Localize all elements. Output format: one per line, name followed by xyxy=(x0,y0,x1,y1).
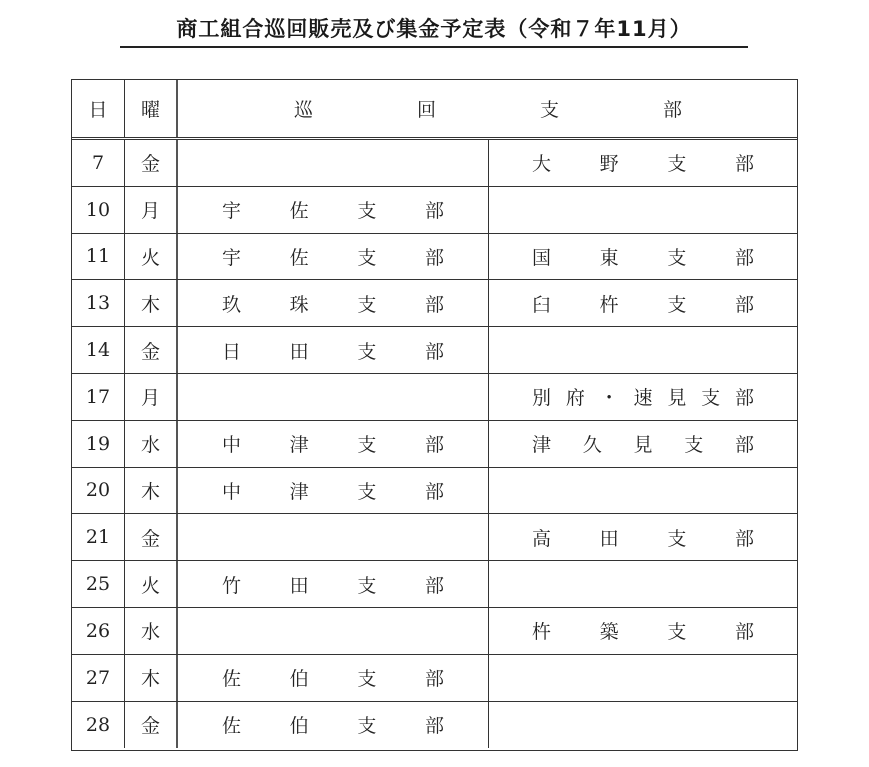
branch-name xyxy=(532,383,754,410)
branch-name-char: 東 xyxy=(599,246,619,269)
day-cell: 17 xyxy=(72,374,125,420)
branch-name-char: 府 xyxy=(565,387,585,410)
branch-cell-right xyxy=(489,234,797,280)
branch-name-char: 支 xyxy=(357,340,377,363)
branch-cell-right xyxy=(489,702,797,749)
branch-name xyxy=(222,243,444,270)
day-cell: 11 xyxy=(72,234,125,280)
table-row xyxy=(72,468,797,515)
table-row xyxy=(72,374,797,421)
branch-name-char: 中 xyxy=(222,434,242,457)
branch-name-char: 支 xyxy=(357,200,377,223)
branch-cell-left xyxy=(178,187,489,233)
day-cell: 27 xyxy=(72,655,125,701)
day-cell: 28 xyxy=(72,702,125,749)
branch-name-char: 玖 xyxy=(222,293,242,316)
branch-cell-right xyxy=(489,140,797,186)
branch-name-char: 支 xyxy=(357,434,377,457)
table-row xyxy=(72,234,797,281)
branch-name-char: 大 xyxy=(532,153,552,176)
table-row xyxy=(72,421,797,468)
branch-name-char: 津 xyxy=(289,480,309,503)
branch-name xyxy=(532,524,754,551)
branch-name-char: 別 xyxy=(532,387,552,410)
branch-name-char: 支 xyxy=(357,293,377,316)
weekday-cell: 金 xyxy=(125,702,178,749)
branch-cell-right xyxy=(489,421,797,467)
weekday-cell: 火 xyxy=(125,561,178,607)
branch-name-char: 支 xyxy=(357,246,377,269)
day-cell: 10 xyxy=(72,187,125,233)
branch-cell-left xyxy=(178,234,489,280)
table-row xyxy=(72,187,797,234)
table-row xyxy=(72,561,797,608)
branch-name-char: 佐 xyxy=(289,246,309,269)
branch-cell-left xyxy=(178,608,489,654)
branch-name-char: 支 xyxy=(357,480,377,503)
branch-name xyxy=(222,430,444,457)
branch-name xyxy=(222,337,444,364)
branch-name-char: 支 xyxy=(667,621,687,644)
document-title: 商工組合巡回販売及び集金予定表（令和７年11月） xyxy=(120,14,748,48)
schedule-table xyxy=(71,79,798,751)
branch-name-char: 久 xyxy=(582,434,602,457)
branch-name-char: 部 xyxy=(424,434,444,457)
branch-name-char: 高 xyxy=(532,527,552,550)
table-row xyxy=(72,327,797,374)
table-row xyxy=(72,655,797,702)
branch-cell-right xyxy=(489,655,797,701)
branch-name-char: 伯 xyxy=(289,715,309,738)
branch-name-char: 部 xyxy=(424,340,444,363)
branch-name-char: 見 xyxy=(667,387,687,410)
branch-name-char: 杵 xyxy=(599,293,619,316)
branch-name-char: 宇 xyxy=(222,200,242,223)
header-day: 日 xyxy=(72,80,125,137)
branch-name-char: 支 xyxy=(667,246,687,269)
weekday-cell: 水 xyxy=(125,608,178,654)
branch-name-char: 田 xyxy=(599,527,619,550)
weekday-cell: 金 xyxy=(125,140,178,186)
branch-name-char: 臼 xyxy=(532,293,552,316)
branch-name-char: 速 xyxy=(633,387,653,410)
branch-cell-left xyxy=(178,702,489,749)
weekday-cell: 木 xyxy=(125,280,178,326)
branch-name-char: 支 xyxy=(357,715,377,738)
day-cell: 7 xyxy=(72,140,125,186)
weekday-cell: 木 xyxy=(125,655,178,701)
branch-cell-right xyxy=(489,608,797,654)
branch-name xyxy=(222,196,444,223)
branch-cell-left xyxy=(178,421,489,467)
branch-name-char: 日 xyxy=(222,340,242,363)
branch-name-char: 部 xyxy=(424,668,444,691)
branch-name-char: 部 xyxy=(734,293,754,316)
branch-cell-left xyxy=(178,561,489,607)
branch-name-char: 部 xyxy=(734,387,754,410)
day-cell: 25 xyxy=(72,561,125,607)
header-branch xyxy=(178,80,797,137)
weekday-cell: 月 xyxy=(125,374,178,420)
branch-name xyxy=(532,617,754,644)
branch-cell-right xyxy=(489,561,797,607)
branch-name xyxy=(222,477,444,504)
day-cell: 26 xyxy=(72,608,125,654)
branch-name xyxy=(222,290,444,317)
branch-name xyxy=(532,290,754,317)
branch-name-char: 部 xyxy=(734,246,754,269)
table-row xyxy=(72,280,797,327)
branch-name-char: 支 xyxy=(357,668,377,691)
branch-name-char: ・ xyxy=(599,387,619,410)
branch-name-char: 野 xyxy=(599,153,619,176)
day-cell: 13 xyxy=(72,280,125,326)
branch-cell-right xyxy=(489,514,797,560)
branch-name-char: 支 xyxy=(667,293,687,316)
weekday-cell: 金 xyxy=(125,514,178,560)
branch-name-char: 部 xyxy=(734,434,754,457)
branch-cell-right xyxy=(489,374,797,420)
branch-name xyxy=(532,430,754,457)
day-cell: 21 xyxy=(72,514,125,560)
branch-name-char: 佐 xyxy=(222,715,242,738)
branch-name-char: 部 xyxy=(734,153,754,176)
table-row xyxy=(72,514,797,561)
branch-cell-left xyxy=(178,514,489,560)
weekday-cell: 水 xyxy=(125,421,178,467)
branch-name-char: 見 xyxy=(633,434,653,457)
branch-name xyxy=(222,711,444,738)
branch-name-char: 支 xyxy=(684,434,704,457)
weekday-cell: 月 xyxy=(125,187,178,233)
day-cell: 19 xyxy=(72,421,125,467)
branch-name-char: 珠 xyxy=(289,293,309,316)
table-row xyxy=(72,702,797,749)
branch-name-char: 津 xyxy=(532,434,552,457)
branch-name-char: 部 xyxy=(424,293,444,316)
branch-name-char: 杵 xyxy=(532,621,552,644)
branch-cell-right xyxy=(489,468,797,514)
branch-name-char: 支 xyxy=(357,574,377,597)
branch-cell-left xyxy=(178,280,489,326)
table-row xyxy=(72,140,797,187)
day-cell: 14 xyxy=(72,327,125,373)
branch-name xyxy=(222,571,444,598)
day-cell: 20 xyxy=(72,468,125,514)
branch-name-char: 田 xyxy=(289,574,309,597)
branch-name-char: 佐 xyxy=(222,668,242,691)
branch-cell-right xyxy=(489,280,797,326)
header-branch-char: 回 xyxy=(417,99,437,121)
branch-name-char: 部 xyxy=(424,574,444,597)
branch-cell-right xyxy=(489,187,797,233)
branch-name-char: 部 xyxy=(424,715,444,738)
branch-name-char: 国 xyxy=(532,246,552,269)
weekday-cell: 木 xyxy=(125,468,178,514)
header-weekday: 曜 xyxy=(125,80,178,137)
branch-name-char: 支 xyxy=(667,153,687,176)
branch-name-char: 田 xyxy=(289,340,309,363)
branch-cell-left xyxy=(178,327,489,373)
branch-name-char: 部 xyxy=(734,621,754,644)
branch-name-char: 部 xyxy=(424,200,444,223)
branch-name-char: 佐 xyxy=(289,200,309,223)
branch-name xyxy=(222,664,444,691)
table-row xyxy=(72,608,797,655)
branch-cell-left xyxy=(178,140,489,186)
weekday-cell: 金 xyxy=(125,327,178,373)
weekday-cell: 火 xyxy=(125,234,178,280)
branch-name-char: 伯 xyxy=(289,668,309,691)
branch-name-char: 津 xyxy=(289,434,309,457)
branch-name xyxy=(532,149,754,176)
branch-name-char: 支 xyxy=(667,527,687,550)
branch-name-char: 竹 xyxy=(222,574,242,597)
branch-name-char: 部 xyxy=(734,527,754,550)
table-header xyxy=(72,80,797,140)
branch-cell-left xyxy=(178,374,489,420)
header-branch-char: 部 xyxy=(663,99,683,121)
branch-name xyxy=(532,243,754,270)
header-branch-char: 巡 xyxy=(294,99,314,121)
branch-name-char: 部 xyxy=(424,480,444,503)
branch-name-char: 部 xyxy=(424,246,444,269)
header-branch-char: 支 xyxy=(540,99,560,121)
branch-cell-right xyxy=(489,327,797,373)
branch-cell-left xyxy=(178,655,489,701)
branch-name-char: 支 xyxy=(701,387,721,410)
branch-name-char: 築 xyxy=(599,621,619,644)
branch-name-char: 宇 xyxy=(222,246,242,269)
branch-cell-left xyxy=(178,468,489,514)
branch-name-char: 中 xyxy=(222,480,242,503)
